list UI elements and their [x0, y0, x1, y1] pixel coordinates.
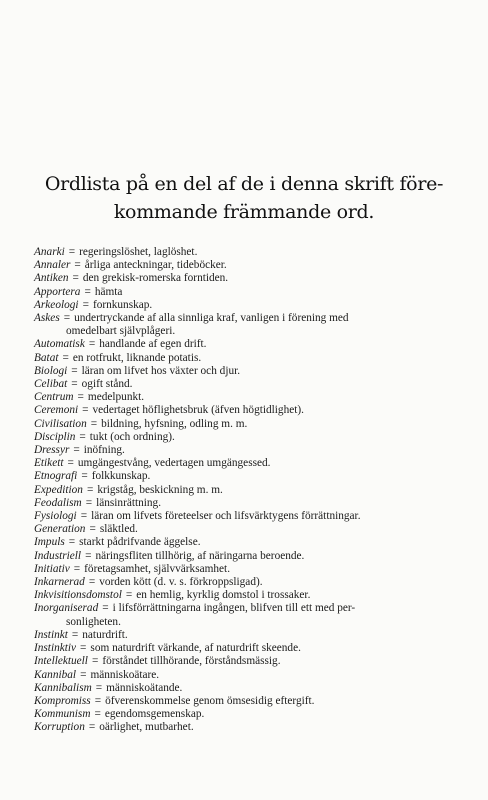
equals-sign: =	[81, 470, 88, 483]
glossary-entry	[34, 682, 464, 695]
glossary-definition: släktled.	[99, 523, 138, 536]
equals-sign: =	[86, 483, 94, 496]
glossary-definition: i lifsförrättningarna ingången, blifven till ett med per-	[112, 602, 356, 615]
glossary-entry	[34, 272, 464, 285]
glossary-term: Inkvisitionsdomstol	[34, 589, 122, 602]
glossary-definition: vedertaget höflighetsbruk (äfven högtidlighet).	[92, 404, 304, 417]
glossary-term: Inkarnerad	[34, 576, 85, 589]
glossary-definition: läran om lifvet hos växter och djur.	[81, 364, 241, 377]
equals-sign: =	[63, 312, 71, 325]
glossary-entry	[34, 365, 464, 378]
glossary-term: Kannibal	[34, 668, 77, 681]
glossary-definition-continuation: sonligheten.	[66, 615, 121, 628]
glossary-term: Instinkt	[34, 628, 68, 641]
glossary-entry	[34, 470, 464, 483]
glossary-term: Antiken	[34, 272, 69, 285]
glossary-definition: undertryckande af alla sinnliga kraf, vanligen i förening med	[74, 312, 349, 325]
glossary-definition: folkkunskap.	[91, 470, 151, 483]
glossary-entry	[34, 444, 464, 457]
glossary-definition: förståndet tillhörande, förståndsmässig.	[102, 655, 281, 668]
glossary-term: Korruption	[34, 721, 85, 734]
glossary-entry	[34, 669, 464, 682]
glossary-entry	[34, 312, 464, 325]
glossary-definition: öfverenskommelse genom ömsesidig eftergift.	[105, 694, 315, 707]
equals-sign: =	[94, 694, 102, 707]
glossary-entry	[34, 286, 464, 299]
glossary-entry	[34, 523, 464, 536]
glossary-definition: näringsfliten tillhörig, af näringarna beroende.	[95, 549, 305, 562]
title-line: kommande främmande ord.	[113, 201, 375, 223]
equals-sign: =	[80, 642, 87, 655]
glossary-entry	[34, 695, 464, 708]
equals-sign: =	[79, 430, 86, 443]
glossary-entry	[34, 299, 464, 312]
glossary-term: Automatisk	[34, 338, 85, 351]
glossary-entry	[34, 510, 464, 523]
equals-sign: =	[80, 510, 88, 523]
glossary-term: Inorganiserad	[34, 602, 99, 615]
glossary-term: Anarki	[34, 246, 65, 258]
glossary-definition: starkt pådrifvande äggelse.	[79, 536, 201, 549]
glossary-term: Centrum	[34, 391, 74, 404]
glossary-entry	[34, 602, 464, 615]
glossary-definition: läran om lifvets företeelser och lifsvärktygens förrättningar.	[91, 510, 361, 523]
glossary-term: Batat	[34, 351, 59, 364]
glossary-term: Ceremoni	[34, 404, 79, 417]
glossary-definition: tukt (och ordning).	[89, 430, 175, 443]
glossary-term: Kannibalism	[34, 681, 92, 694]
glossary-definition: ogift stånd.	[81, 378, 133, 391]
glossary-entry	[34, 536, 464, 549]
glossary-definition: handlande af egen drift.	[99, 338, 207, 351]
equals-sign: =	[95, 681, 103, 694]
glossary-definition: företagsamhet, självvärksamhet.	[84, 562, 231, 575]
glossary-entry	[34, 708, 464, 721]
equals-sign: =	[85, 496, 93, 509]
glossary-entry	[34, 391, 464, 404]
glossary-definition: en hemlig, kyrklig domstol i trossaker.	[136, 589, 311, 602]
glossary-entry	[34, 655, 464, 668]
glossary-definition: oärlighet, mutbarhet.	[99, 721, 194, 734]
glossary-definition: fornkunskap.	[92, 298, 153, 311]
equals-sign: =	[91, 655, 99, 668]
glossary-term: Kompromiss	[34, 694, 91, 707]
glossary-definition: som naturdrift värkande, af naturdrift skeende.	[90, 642, 301, 655]
glossary-term: Askes	[34, 312, 60, 325]
equals-sign: =	[72, 272, 79, 285]
glossary-definition: bildning, hyfsning, odling m. m.	[101, 417, 248, 430]
glossary-entry	[34, 497, 464, 510]
equals-sign: =	[71, 378, 78, 391]
glossary-term: Kommunism	[34, 708, 91, 721]
glossary-definition: människoätare.	[90, 668, 160, 681]
glossary-term: Annaler	[34, 259, 71, 272]
equals-sign: =	[73, 444, 80, 457]
glossary-definition: länsinrättning.	[96, 496, 162, 509]
equals-sign: =	[68, 536, 76, 549]
glossary-definition: en rotfrukt, liknande potatis.	[72, 351, 202, 364]
glossary-definition: människoätande.	[106, 681, 183, 694]
equals-sign: =	[62, 351, 69, 364]
glossary-term: Industriell	[34, 549, 82, 562]
equals-sign: =	[85, 549, 92, 562]
equals-sign: =	[77, 391, 84, 404]
glossary-definition: umgängestvång, vedertagen umgängessed.	[77, 457, 271, 470]
glossary-term: Fysiologi	[34, 510, 77, 523]
equals-sign: =	[71, 364, 78, 377]
glossary-term: Generation	[34, 523, 86, 536]
equals-sign: =	[71, 628, 79, 641]
glossary-entry	[34, 246, 464, 259]
glossary-entry	[34, 352, 464, 365]
glossary-definition: krigståg, beskickning m. m.	[97, 483, 223, 496]
glossary-definition-continuation: omedelbart självplågeri.	[66, 325, 176, 338]
glossary-term: Intellektuell	[34, 655, 88, 668]
glossary-term: Arkeologi	[34, 298, 79, 311]
glossary-term: Etnografi	[34, 470, 78, 483]
glossary-term: Initiativ	[34, 562, 70, 575]
glossary-entry	[34, 259, 464, 272]
equals-sign: =	[89, 523, 96, 536]
glossary-entry	[34, 484, 464, 497]
glossary-entry	[34, 563, 464, 576]
glossary-definition: inöfning.	[83, 444, 125, 457]
glossary-term: Apportera	[34, 285, 81, 298]
equals-sign: =	[74, 259, 81, 272]
glossary-term: Biologi	[34, 364, 68, 377]
glossary-entry	[34, 721, 464, 734]
glossary-entry	[34, 378, 464, 391]
glossary-definition: medelpunkt.	[87, 391, 145, 404]
glossary-definition: hämta	[94, 285, 123, 298]
glossary-entry	[34, 576, 464, 589]
equals-sign: =	[90, 417, 98, 430]
title-line: Ordlista på en del af de i denna skrift före-	[44, 173, 444, 195]
glossary-term: Etikett	[34, 457, 64, 470]
page-title	[0, 170, 488, 226]
glossary-term: Expedition	[34, 483, 83, 496]
equals-sign: =	[84, 285, 91, 298]
glossary-term: Celibat	[34, 378, 68, 391]
equals-sign: =	[88, 576, 96, 589]
glossary-term: Instinktiv	[34, 642, 77, 655]
glossary-entry	[34, 338, 464, 351]
glossary-term: Dressyr	[34, 444, 70, 457]
glossary-entry	[34, 404, 464, 417]
equals-sign: =	[73, 562, 81, 575]
glossary-definition: egendomsgemenskap.	[104, 708, 205, 721]
equals-sign: =	[88, 338, 96, 351]
glossary-term: Feodalism	[34, 496, 82, 509]
glossary-definition: regeringslöshet, laglöshet.	[79, 246, 198, 258]
equals-sign: =	[82, 404, 89, 417]
equals-sign: =	[88, 721, 96, 734]
glossary-definition: naturdrift.	[82, 628, 128, 641]
equals-sign: =	[67, 457, 74, 470]
glossary-term: Impuls	[34, 536, 65, 549]
equals-sign: =	[94, 708, 101, 721]
glossary-definition: vorden kött (d. v. s. förkroppsligad).	[99, 576, 263, 589]
equals-sign: =	[125, 589, 133, 602]
equals-sign: =	[80, 668, 87, 681]
glossary-term: Civilisation	[34, 417, 87, 430]
equals-sign: =	[68, 246, 76, 258]
glossary-entry	[34, 550, 464, 563]
glossary-definition: årliga anteckningar, tideböcker.	[84, 259, 227, 272]
glossary-entry	[34, 629, 464, 642]
glossary-entry	[34, 589, 464, 602]
glossary-entry	[34, 418, 464, 431]
equals-sign: =	[82, 298, 89, 311]
glossary-list	[34, 246, 464, 735]
equals-sign: =	[102, 602, 109, 615]
glossary-definition: den grekisk-romerska forntiden.	[82, 272, 229, 285]
glossary-entry	[34, 642, 464, 655]
glossary-entry	[34, 457, 464, 470]
glossary-entry	[34, 431, 464, 444]
glossary-term: Disciplin	[34, 430, 76, 443]
